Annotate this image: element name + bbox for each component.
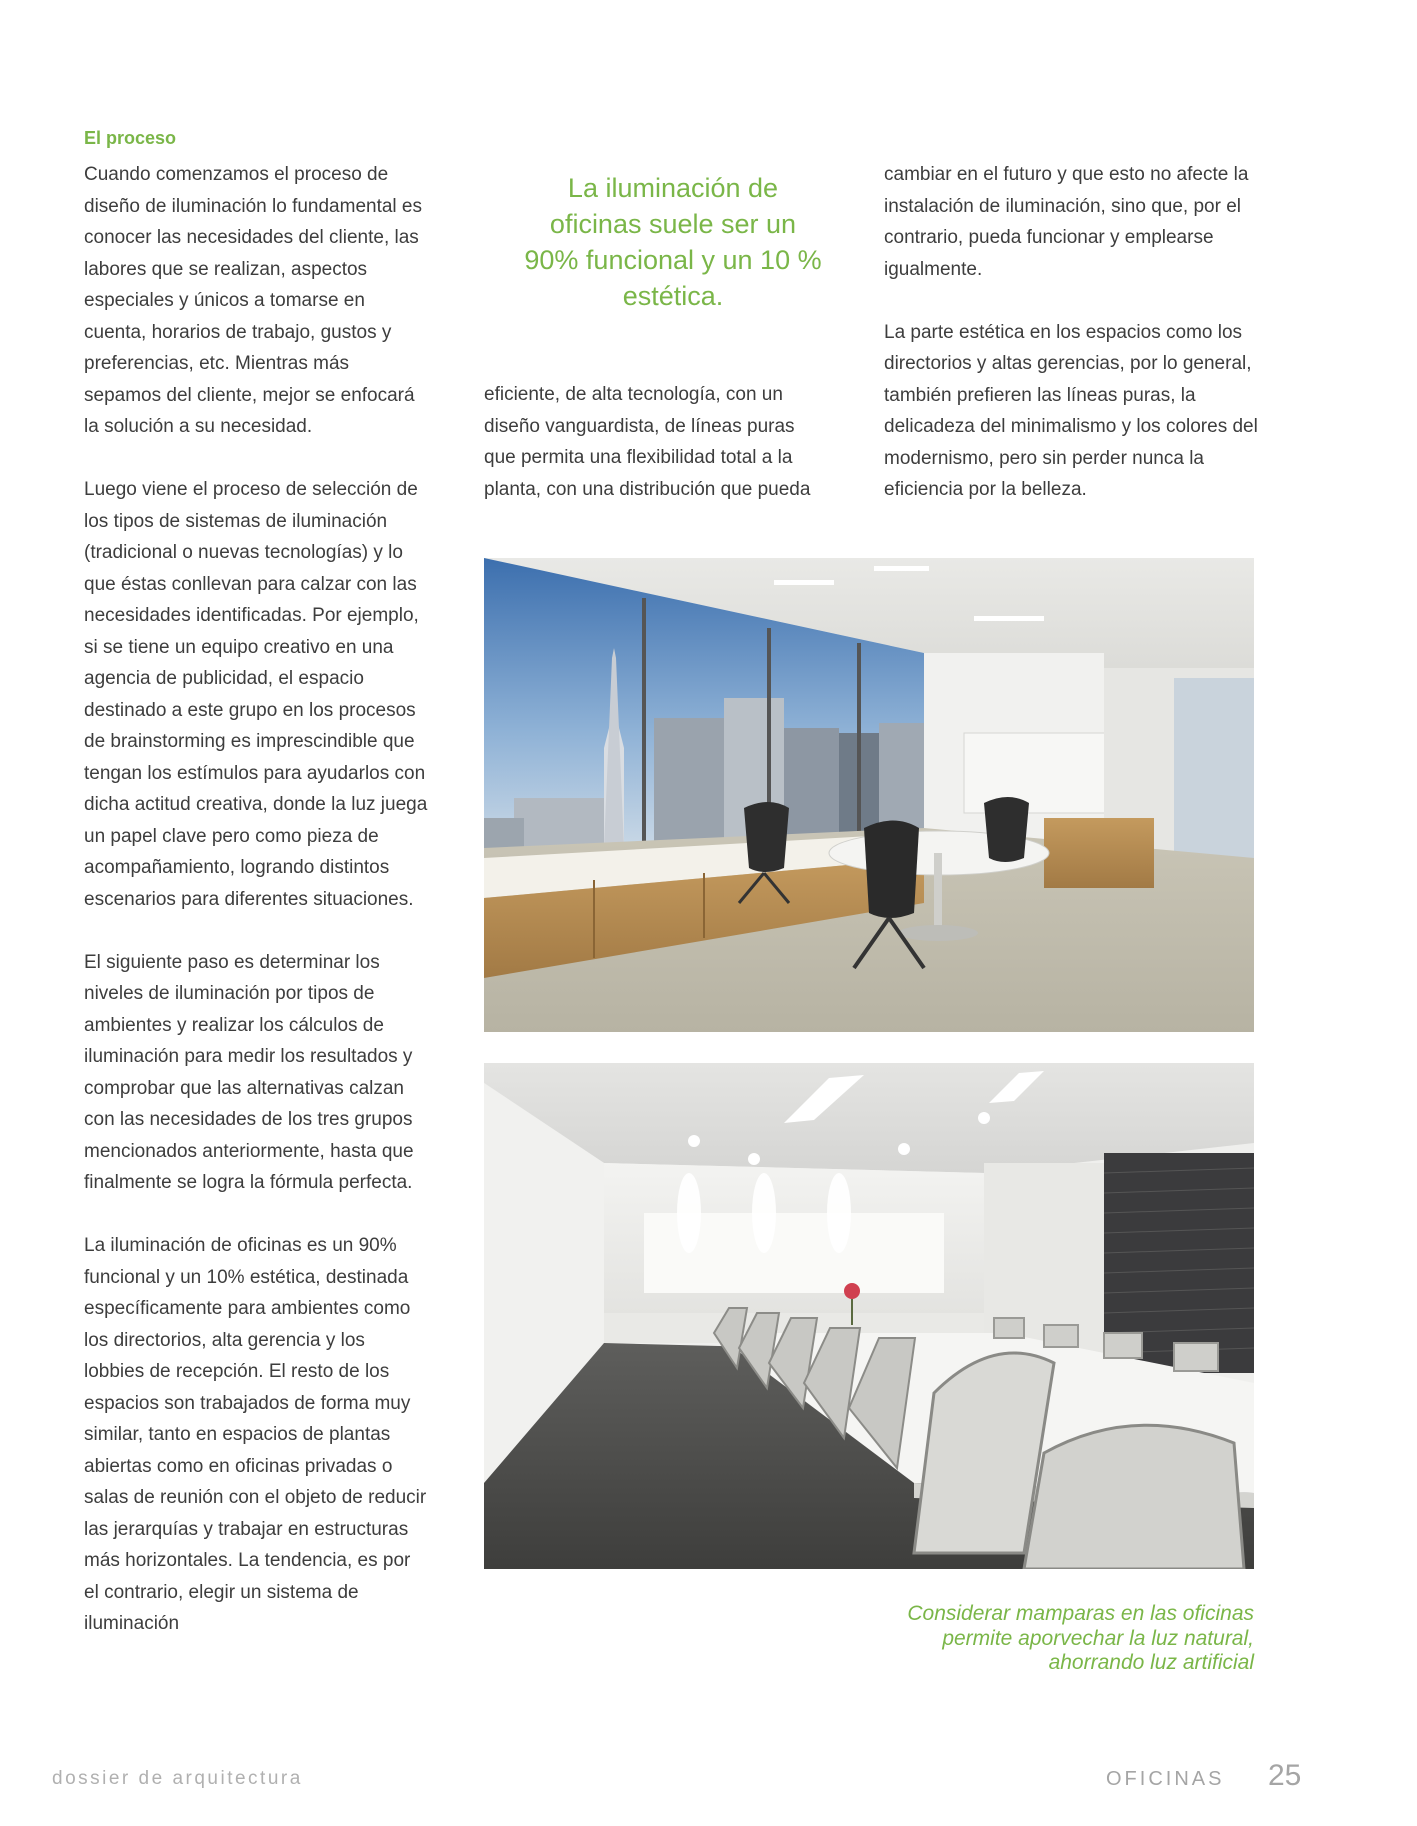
page-number: 25 xyxy=(1268,1759,1302,1792)
paragraph: La iluminación de oficinas es un 90% funcional y un 10% estética, destinada específicamente para ambientes como los directorios, alta gerencia y los lobbies de recepción. El resto de los espacios son trabajados de forma muy similar, tanto en espacios de plantas abiertas como en oficinas privadas o salas de reunión con el objeto de reducir las jerarquías y trabajar en estructuras más horizontales. La tendencia, es por el contrario, elegir un sistema de iluminación xyxy=(84,1235,427,1634)
boardroom-photo xyxy=(484,1063,1254,1569)
paragraph: El siguiente paso es determinar los niveles de iluminación por tipos de ambientes y realizar los cálculos de iluminación para medir los resultados y comprobar que las alternativas calzan con las necesidades de los tres grupos mencionados anteriormente, hasta que finalmente se logra la fórmula perfecta. xyxy=(84,951,414,1193)
paragraph: Cuando comenzamos el proceso de diseño de iluminación lo fundamental es conocer las necesidades del cliente, las labores que se realizan, aspectos especiales y únicos a tomarse en cuenta, horarios de trabajo, gustos y preferencias, etc. Mientras más sepamos del cliente, mejor se enfocará la solución a su necesidad. xyxy=(84,164,422,437)
article-column-2 xyxy=(484,379,830,505)
footer-publication: dossier de arquitectura xyxy=(52,1768,303,1789)
office-photo xyxy=(484,558,1254,1032)
article-column-1 xyxy=(84,159,430,1640)
article-column-3 xyxy=(884,159,1259,506)
footer-section: OFICINAS xyxy=(1106,1768,1225,1790)
paragraph: cambiar en el futuro y que esto no afecte la instalación de iluminación, sino que, por el contrario, pueda funcionar y emplearse igualmente. xyxy=(884,164,1249,280)
paragraph: Luego viene el proceso de selección de los tipos de sistemas de iluminación (tradicional o nuevas tecnologías) y lo que éstas conllevan para calzar con las necesidades identificadas. Por ejemplo, si se tiene un equipo creativo en una agencia de publicidad, el espacio destinado a este grupo en los procesos de brainstorming es imprescindible que tengan los estímulos para ayudarlos con dicha actitud creativa, donde la luz juega un papel clave pero como pieza de acompañamiento, logrando distintos escenarios para diferentes situaciones. xyxy=(84,479,428,910)
pull-quote: La iluminación de oficinas suele ser un 90% funcional y un 10 % estética. xyxy=(524,173,822,311)
section-heading: El proceso xyxy=(84,128,177,148)
paragraph: eficiente, de alta tecnología, con un diseño vanguardista, de líneas puras que permita una flexibilidad total a la planta, con una distribución que pueda xyxy=(484,384,811,500)
photo-caption: Considerar mamparas en las oficinas permite aporvechar la luz natural, ahorrando luz artificial xyxy=(907,1602,1254,1674)
paragraph: La parte estética en los espacios como los directorios y altas gerencias, por lo general, también prefieren las líneas puras, la delicadeza del minimalismo y los colores del modernismo, pero sin perder nunca la eficiencia por la belleza. xyxy=(884,321,1258,500)
